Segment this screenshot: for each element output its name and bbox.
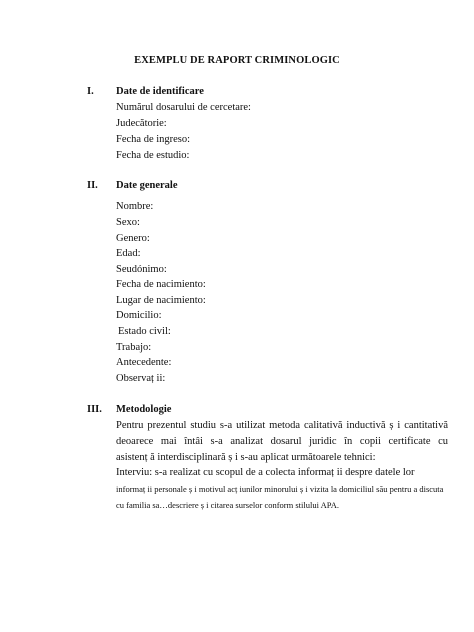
paragraph-line: deoarece mai întâi s-a analizat dosarul juridic în copii certificate cu — [116, 436, 448, 447]
field-line: Lugar de nacimiento: — [116, 295, 206, 306]
field-line: Judecătorie: — [116, 118, 167, 129]
field-line: Estado civil: — [118, 326, 171, 337]
paragraph-line: asistenț ă interdisciplinară ș i s-au aplicat următoarele tehnici: — [116, 452, 376, 463]
paragraph-line: Interviu: s-a realizat cu scopul de a colecta informaț ii despre datele lor — [116, 467, 415, 478]
section-2-number: II. — [87, 180, 98, 191]
section-2-title: Date generale — [116, 180, 178, 191]
field-line: Domicilio: — [116, 310, 162, 321]
section-3-title: Metodologie — [116, 404, 172, 415]
document-title: EXEMPLU DE RAPORT CRIMINOLOGIC — [134, 55, 340, 66]
section-1-title: Date de identificare — [116, 86, 204, 97]
field-line: Genero: — [116, 233, 150, 244]
paragraph-line: cu familia sa…descriere ș i citarea surselor conform stilului APA. — [116, 500, 339, 510]
section-1-number: I. — [87, 86, 94, 97]
field-line: Fecha de estudio: — [116, 150, 190, 161]
field-line: Numărul dosarului de cercetare: — [116, 102, 251, 113]
field-line: Observaț ii: — [116, 373, 166, 384]
section-3-number: III. — [87, 404, 102, 415]
field-line: Trabajo: — [116, 342, 152, 353]
field-line: Sexo: — [116, 217, 140, 228]
field-line: Seudónimo: — [116, 264, 167, 275]
field-line: Fecha de nacimiento: — [116, 279, 206, 290]
paragraph-line: informaț ii personale ș i motivul acț iunilor minorului ș i vizita la domiciliul său pentru a discuta — [116, 484, 444, 494]
field-line: Antecedente: — [116, 357, 172, 368]
field-line: Edad: — [116, 248, 141, 259]
field-line: Nombre: — [116, 201, 154, 212]
paragraph-line: Pentru prezentul studiu s-a utilizat metoda calitativă inductivă ș i cantitativă — [116, 420, 448, 431]
field-line: Fecha de ingreso: — [116, 134, 191, 145]
